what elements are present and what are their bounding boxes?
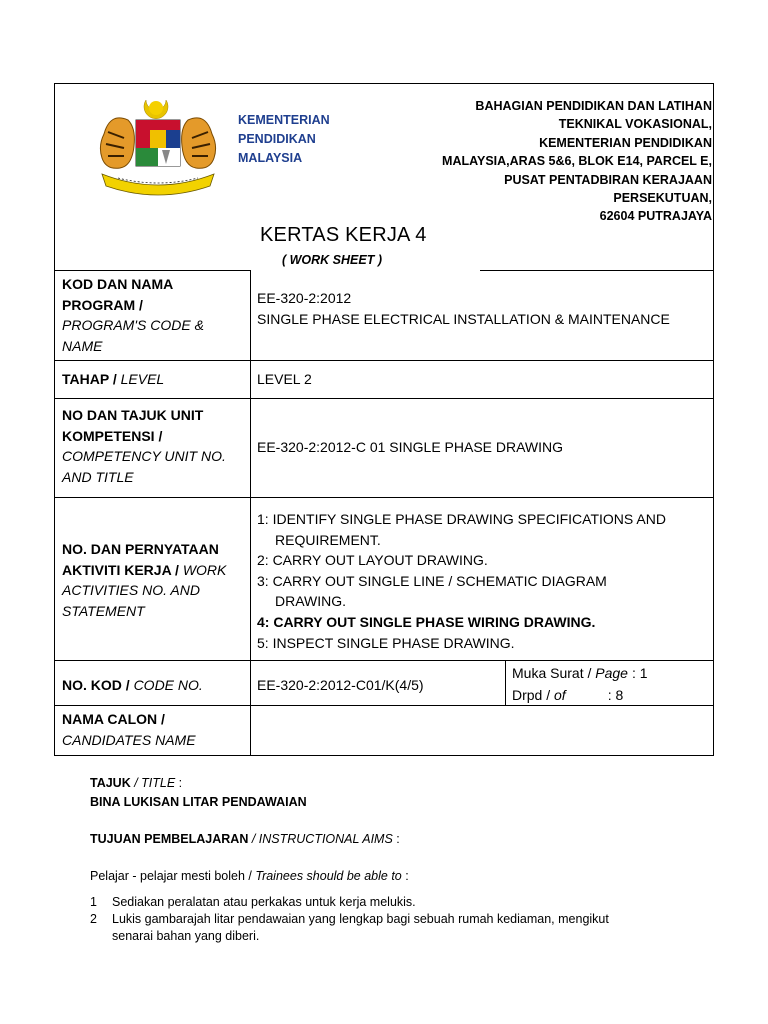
candidate-name-field[interactable] [257, 712, 707, 750]
title-heading [90, 776, 182, 790]
label-text: AND TITLE [62, 468, 134, 485]
page-label-italic: Page [595, 665, 628, 681]
activities-label [62, 539, 226, 621]
label-text: KOD DAN NAMA [62, 276, 174, 292]
label-text: PROGRAM / [62, 296, 143, 313]
table-border [54, 360, 714, 361]
activity-item: 5: INSPECT SINGLE PHASE DRAWING. [257, 634, 515, 651]
worksheet-title: KERTAS KERJA 4 [260, 224, 427, 246]
worksheet-subtitle: ( WORK SHEET ) [282, 253, 382, 267]
intro-text: Pelajar - pelajar mesti boleh / [90, 869, 256, 883]
program-code: EE-320-2:2012 [257, 290, 352, 306]
label-text: PROGRAM'S CODE & [62, 317, 204, 333]
aims-list [90, 894, 650, 945]
heading-text: TAJUK [90, 776, 131, 790]
table-border [54, 398, 714, 399]
heading-text: : [175, 776, 183, 790]
address-line: PERSEKUTUAN, [613, 191, 712, 206]
of-value: : 8 [607, 687, 624, 703]
intro-text: Trainees should be able to [255, 869, 402, 883]
address-line: MALAYSIA,ARAS 5&6, BLOK E14, PARCEL E, [442, 154, 712, 169]
table-border [54, 270, 250, 271]
table-border [54, 497, 714, 498]
page-total [512, 685, 623, 706]
title-value: BINA LUKISAN LITAR PENDAWAIAN [90, 795, 307, 809]
label-text: NAME [62, 337, 103, 354]
level-value: LEVEL 2 [257, 371, 312, 387]
ministry-address [442, 97, 712, 226]
program-value [257, 288, 670, 329]
label-text: NO. DAN PERNYATAAN [62, 541, 219, 557]
label-text: CODE NO. [133, 677, 203, 693]
candidate-label [62, 709, 196, 750]
activity-item: 3: CARRY OUT SINGLE LINE / SCHEMATIC DIAGRAM [257, 572, 607, 589]
ministry-line: MALAYSIA [238, 151, 303, 165]
label-text: NAMA CALON / [62, 711, 165, 727]
list-item [90, 894, 650, 911]
program-name: SINGLE PHASE ELECTRICAL INSTALLATION & MAINTENANCE [257, 310, 670, 327]
ministry-name [238, 111, 330, 168]
label-text: LEVEL [120, 371, 165, 387]
label-text: NO. KOD / [62, 677, 134, 693]
label-text: NO DAN TAJUK UNIT [62, 407, 204, 423]
activities-list [257, 509, 666, 653]
aims-heading [90, 832, 400, 846]
list-number: 1 [90, 895, 97, 909]
label-text: COMPETENCY UNIT NO. [62, 448, 226, 464]
address-line: TEKNIKAL VOKASIONAL, [558, 117, 712, 132]
table-divider [505, 660, 506, 705]
of-label-italic: of [554, 687, 566, 703]
label-text: AKTIVITI KERJA / [62, 561, 183, 578]
ministry-line: KEMENTERIAN [238, 113, 330, 127]
table-divider [250, 270, 251, 756]
aims-intro [90, 869, 409, 883]
label-text: WORK [182, 561, 227, 578]
intro-text: : [401, 869, 409, 883]
label-text: KOMPETENSI / [62, 427, 163, 444]
page-number [512, 663, 648, 684]
label-text: CANDIDATES NAME [62, 731, 196, 748]
program-label [62, 274, 204, 356]
level-label [62, 369, 164, 390]
label-text: TAHAP / [62, 371, 121, 387]
heading-text: / INSTRUCTIONAL AIMS [248, 832, 393, 846]
address-line: 62604 PUTRAJAYA [599, 209, 712, 224]
address-line: PUSAT PENTADBIRAN KERAJAAN [504, 172, 712, 187]
address-line: BAHAGIAN PENDIDIKAN DAN LATIHAN [475, 99, 712, 113]
activity-item: 2: CARRY OUT LAYOUT DRAWING. [257, 552, 488, 569]
heading-text: / TITLE [130, 776, 176, 790]
label-text: ACTIVITIES NO. AND [62, 582, 200, 598]
table-border [480, 270, 714, 271]
unit-label [62, 405, 226, 487]
page-value: : 1 [631, 665, 648, 681]
activity-item-current: 4: CARRY OUT SINGLE PHASE WIRING DRAWING. [257, 613, 596, 630]
of-label: Drpd / [512, 687, 555, 703]
heading-text: TUJUAN PEMBELAJARAN [90, 832, 249, 846]
activity-item: REQUIREMENT. [275, 531, 381, 548]
address-line: KEMENTERIAN PENDIDIKAN [539, 135, 712, 150]
label-text: STATEMENT [62, 602, 145, 619]
heading-text: : [392, 832, 400, 846]
unit-value: EE-320-2:2012-C 01 SINGLE PHASE DRAWING [257, 439, 564, 455]
code-label [62, 675, 203, 696]
page-label: Muka Surat / [512, 665, 596, 681]
table-border [54, 660, 714, 661]
list-text: Sediakan peralatan atau perkakas untuk kerja melukis. [112, 895, 416, 909]
activity-item: 1: IDENTIFY SINGLE PHASE DRAWING SPECIFICATIONS AND [257, 511, 666, 527]
list-text: Lukis gambarajah litar pendawaian yang lengkap bagi sebuah rumah kediaman, mengikut senarai bahan yang diberi. [112, 912, 609, 943]
list-number: 2 [90, 912, 97, 926]
code-value: EE-320-2:2012-C01/K(4/5) [257, 677, 424, 693]
activity-item: DRAWING. [275, 593, 347, 610]
coat-of-arms-logo [96, 94, 220, 198]
ministry-line: PENDIDIKAN [238, 132, 316, 146]
list-item [90, 911, 650, 945]
